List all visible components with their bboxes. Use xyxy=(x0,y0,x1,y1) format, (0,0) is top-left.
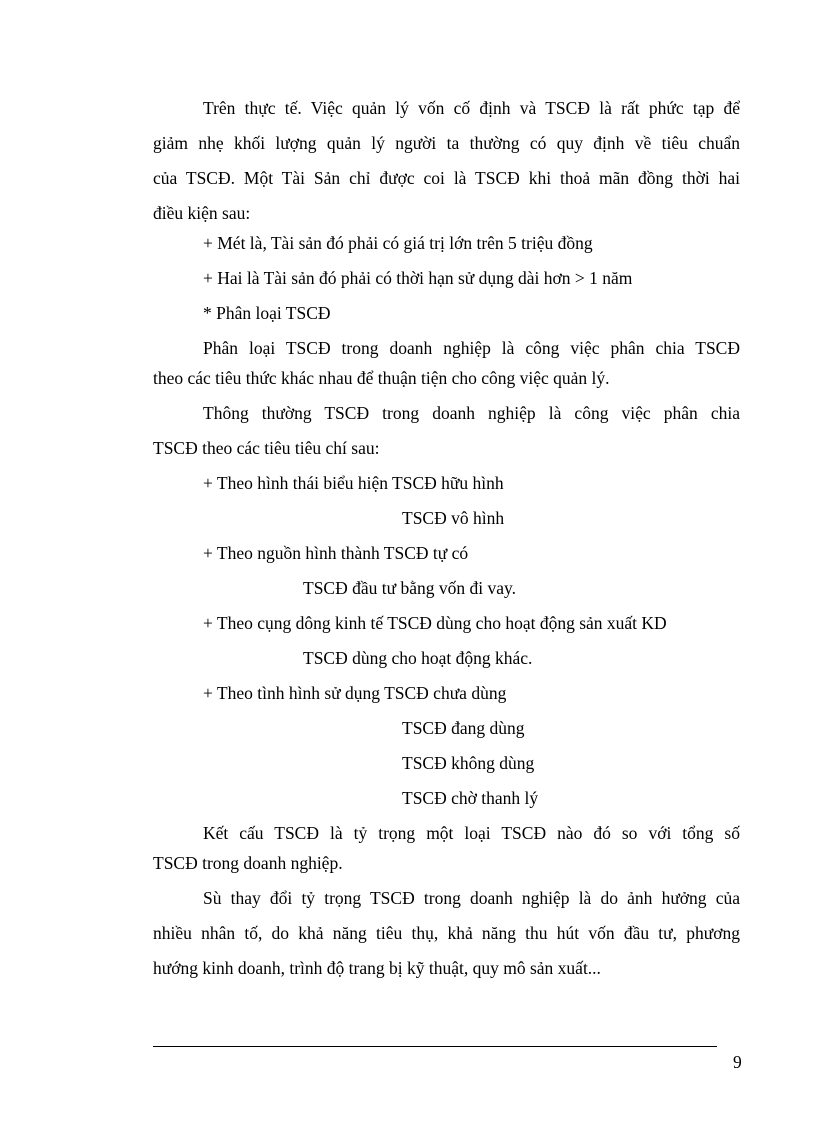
criteria-item: + Theo nguồn hình thành TSCĐ tự có xyxy=(203,543,469,563)
criteria-subitem: TSCĐ chờ thanh lý xyxy=(402,788,539,808)
paragraph-line: giảm nhẹ khối lượng quản lý người ta thường có quy định về tiêu chuẩn xyxy=(153,133,740,153)
section-heading: * Phân loại TSCĐ xyxy=(203,303,331,323)
footer-divider xyxy=(153,1046,717,1047)
paragraph-line: Trên thực tế. Việc quản lý vốn cố định và TSCĐ là rất phức tạp để xyxy=(203,98,740,118)
paragraph-line: hướng kinh doanh, trình độ trang bị kỹ thuật, quy mô sản xuất... xyxy=(153,958,601,978)
paragraph-line: của TSCĐ. Một Tài Sản chỉ được coi là TSCĐ khi thoả mãn đồng thời hai xyxy=(153,168,740,188)
condition-item: + Hai là Tài sản đó phải có thời hạn sử dụng dài hơn > 1 năm xyxy=(203,268,633,288)
criteria-subitem: TSCĐ không dùng xyxy=(402,753,535,773)
paragraph-line: Kết cấu TSCĐ là tỷ trọng một loại TSCĐ nào đó so với tổng số xyxy=(203,823,740,843)
paragraph-line: TSCĐ theo các tiêu tiêu chí sau: xyxy=(153,438,380,458)
paragraph-line: Thông thường TSCĐ trong doanh nghiệp là công việc phân chia xyxy=(203,403,740,423)
criteria-subitem: TSCĐ vô hình xyxy=(402,508,505,528)
condition-item: + Mét là, Tài sản đó phải có giá trị lớn trên 5 triệu đồng xyxy=(203,233,593,253)
criteria-subitem: TSCĐ đang dùng xyxy=(402,718,525,738)
paragraph-line: TSCĐ trong doanh nghiệp. xyxy=(153,853,343,873)
paragraph-line: Phân loại TSCĐ trong doanh nghiệp là công việc phân chia TSCĐ xyxy=(203,338,740,358)
paragraph-line: điều kiện sau: xyxy=(153,203,251,223)
criteria-item: + Theo tình hình sử dụng TSCĐ chưa dùng xyxy=(203,683,507,703)
paragraph-line: Sù thay đổi tỷ trọng TSCĐ trong doanh nghiệp là do ảnh hưởng của xyxy=(203,888,740,908)
criteria-subitem: TSCĐ đầu tư bằng vốn đi vay. xyxy=(303,578,516,598)
criteria-item: + Theo cụng dông kinh tế TSCĐ dùng cho hoạt động sản xuất KD xyxy=(203,613,667,633)
paragraph-line: nhiều nhân tố, do khả năng tiêu thụ, khả năng thu hút vốn đầu tư, phương xyxy=(153,923,740,943)
criteria-subitem: TSCĐ dùng cho hoạt động khác. xyxy=(303,648,533,668)
criteria-item: + Theo hình thái biểu hiện TSCĐ hữu hình xyxy=(203,473,504,493)
paragraph-line: theo các tiêu thức khác nhau để thuận tiện cho công việc quản lý. xyxy=(153,368,610,388)
page-number: 9 xyxy=(733,1052,742,1072)
